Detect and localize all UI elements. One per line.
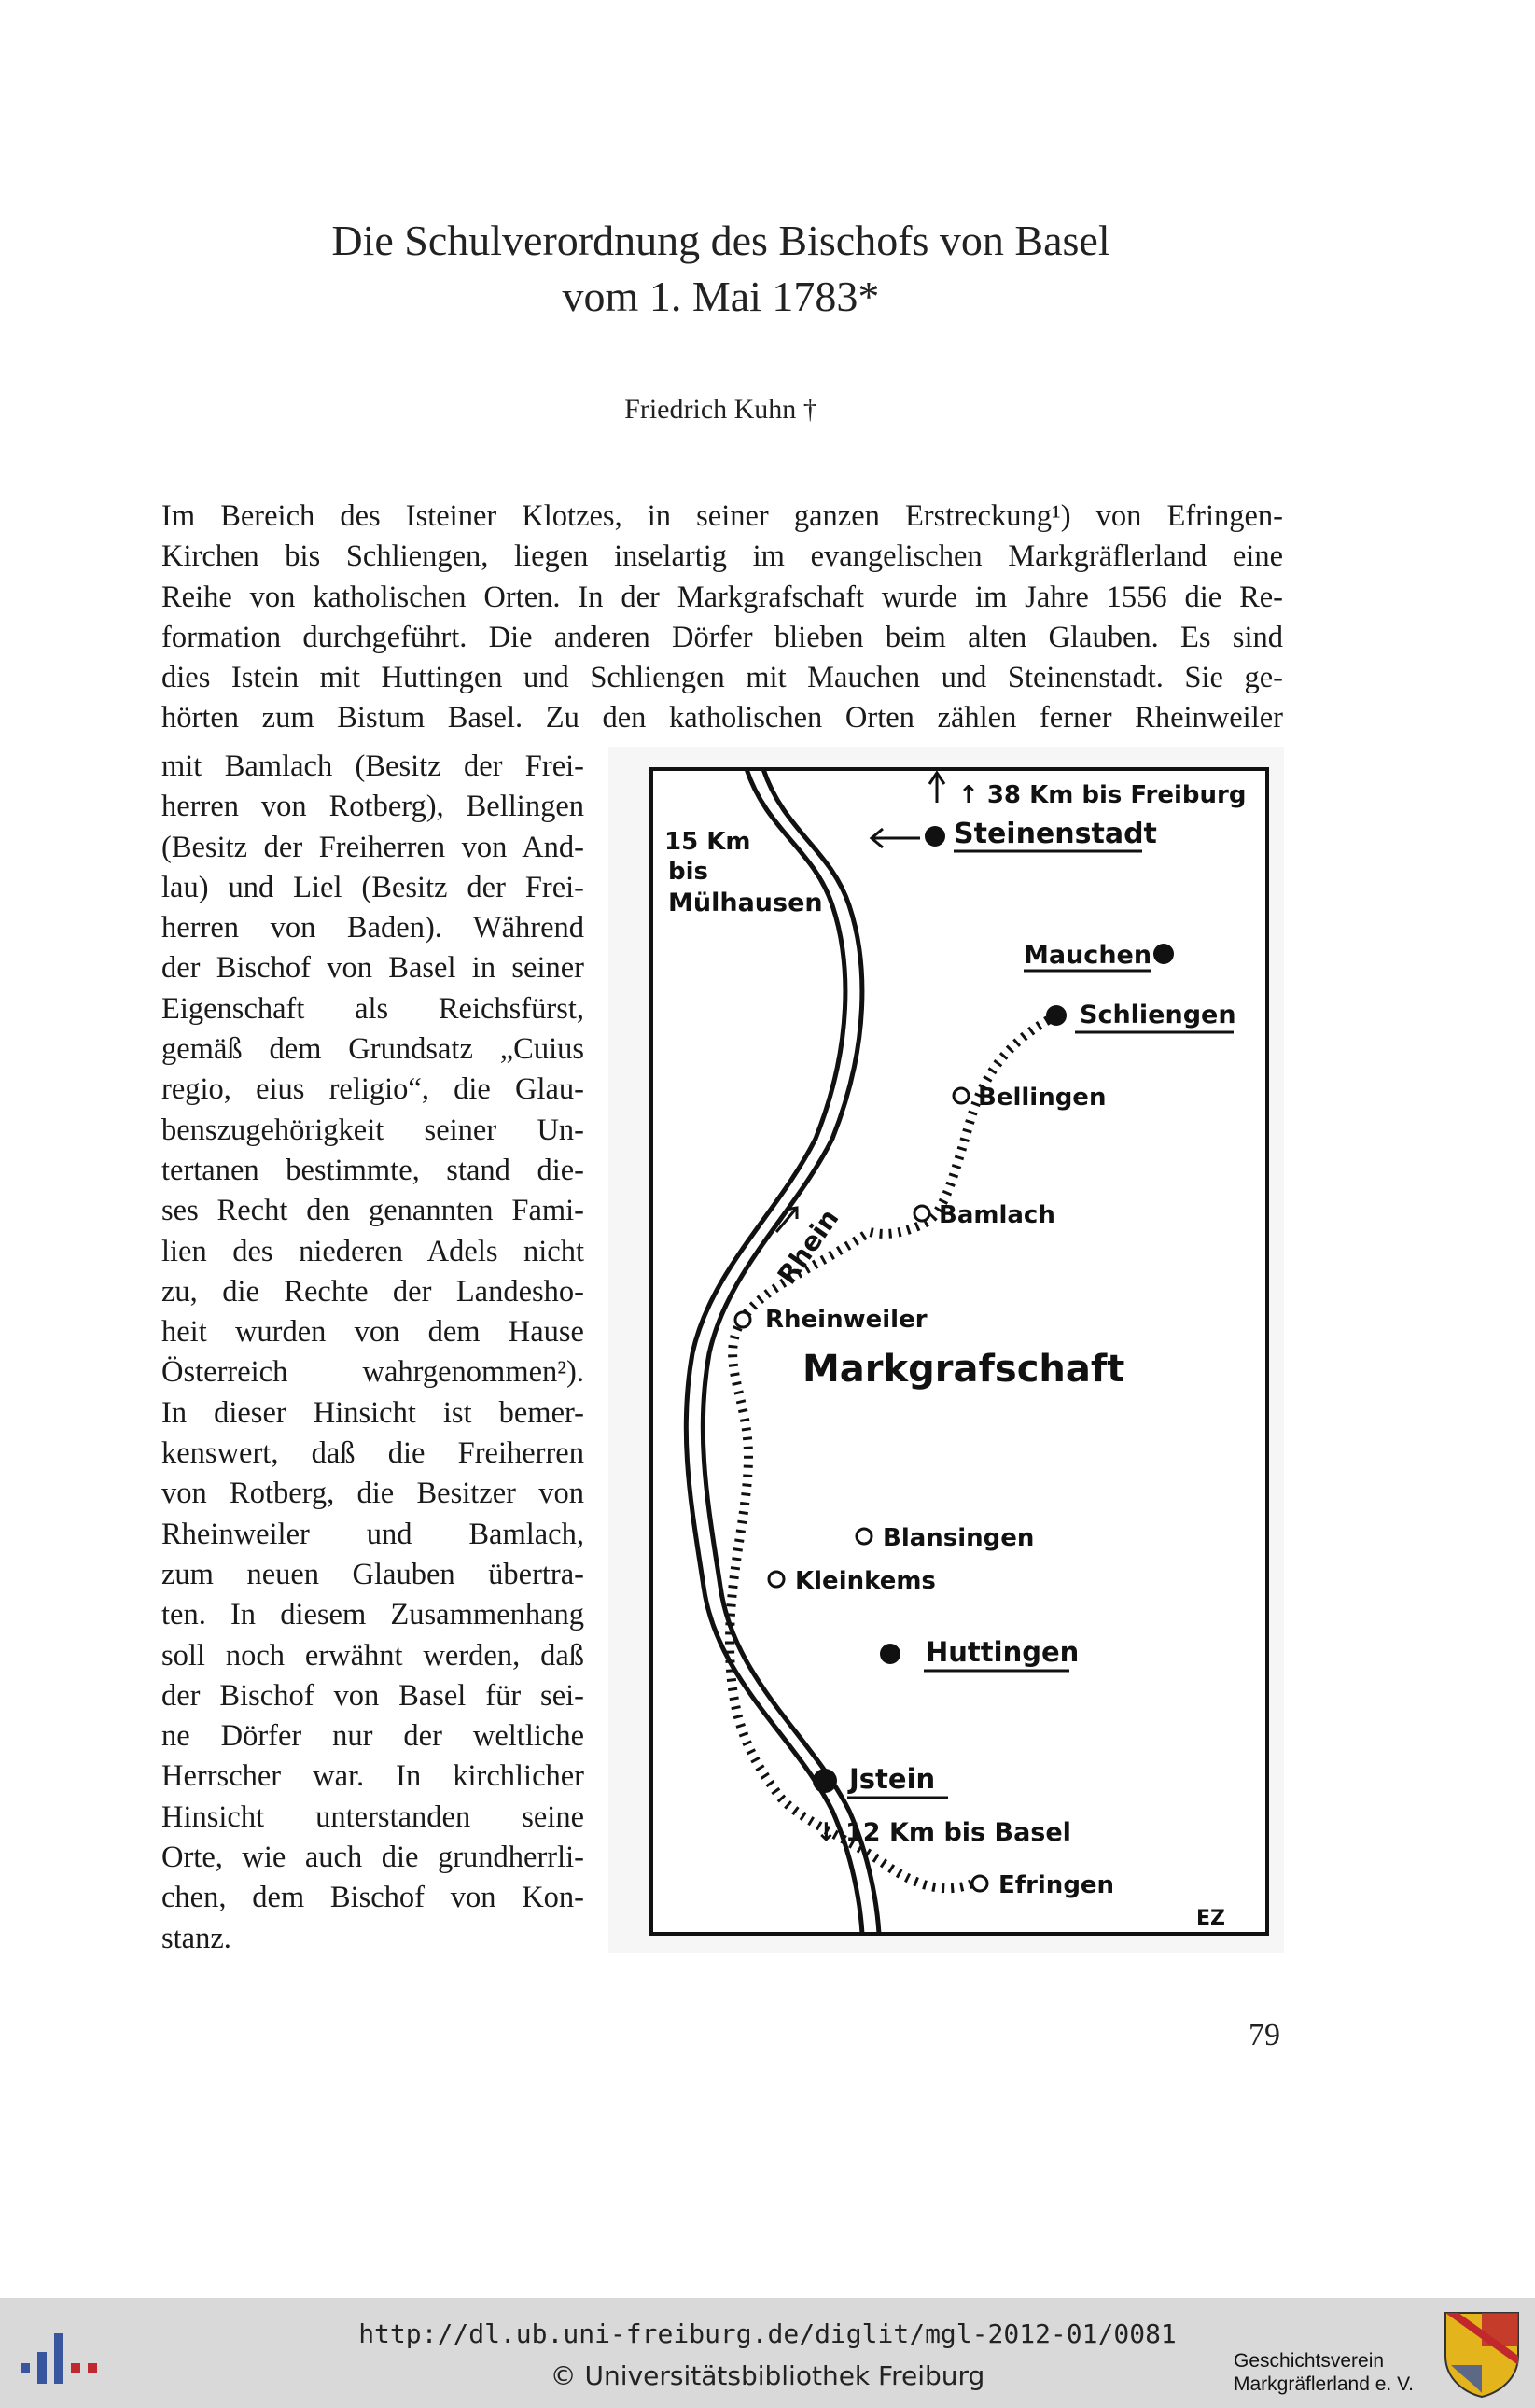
- publisher-name: [1234, 2349, 1414, 2396]
- text-line: herren von Rotberg), Bellingen: [161, 790, 584, 824]
- text-line: dies Istein mit Huttingen und Schliengen mit Mauchen und Steinenstadt. Sie ge-: [161, 661, 1283, 695]
- label-rhein: Rhein: [771, 1203, 845, 1291]
- text-line: stanz.: [161, 1921, 231, 1955]
- catholic-village-marker: [1046, 1005, 1067, 1026]
- coat-of-arms-icon: [1442, 2309, 1522, 2399]
- text-line: Kirchen bis Schliengen, liegen inselartig im evangelischen Markgräflerland eine: [161, 539, 1283, 574]
- protestant-village-marker: [954, 1088, 969, 1103]
- text-line: hörten zum Bistum Basel. Zu den katholischen Orten zählen ferner Rheinweiler: [161, 701, 1283, 735]
- text-line: Rheinweiler und Bamlach,: [161, 1517, 584, 1551]
- text-line: tertanen bestimmte, stand die-: [161, 1153, 584, 1187]
- label-freiburg-distance: ↑ 38 Km bis Freiburg: [958, 781, 1247, 809]
- text-line: mit Bamlach (Besitz der Frei-: [161, 749, 584, 783]
- protestant-village-marker: [857, 1529, 872, 1544]
- protestant-village-marker: [769, 1572, 784, 1587]
- text-line: Eigenschaft als Reichsfürst,: [161, 991, 584, 1026]
- text-line: Herrscher war. In kirchlicher: [161, 1759, 584, 1794]
- catholic-village-marker: [813, 1769, 837, 1793]
- label-steinenstadt: Steinenstadt: [954, 818, 1157, 850]
- catholic-village-marker: [1153, 944, 1174, 964]
- text-line: benszugehörigkeit seiner Un-: [161, 1113, 584, 1147]
- map-drawing: [608, 747, 1284, 1953]
- label-muelhausen-distance-3: Mülhausen: [668, 889, 823, 917]
- catholic-village-marker: [925, 826, 945, 847]
- label-muelhausen-distance-2: bis: [668, 858, 708, 886]
- label-bellingen: Bellingen: [978, 1084, 1107, 1112]
- footer-copyright: © Universitätsbibliothek Freiburg: [550, 2360, 985, 2391]
- label-huttingen: Huttingen: [926, 1636, 1080, 1668]
- catholic-village-marker: [880, 1644, 900, 1664]
- label-efringen: Efringen: [998, 1871, 1115, 1899]
- text-line: der Bischof von Basel in seiner: [161, 951, 584, 986]
- map-figure: [608, 747, 1284, 1953]
- text-line: zu, die Rechte der Landesho-: [161, 1274, 584, 1309]
- footer-bar: [0, 2298, 1535, 2408]
- footer-url-link[interactable]: http://dl.ub.uni-freiburg.de/diglit/mgl-2012-01/0081: [358, 2318, 1177, 2349]
- label-kleinkems: Kleinkems: [795, 1567, 936, 1595]
- text-line: heit wurden von dem Hause: [161, 1315, 584, 1350]
- label-blansingen: Blansingen: [883, 1524, 1035, 1552]
- text-line: der Bischof von Basel für sei-: [161, 1678, 584, 1713]
- text-line: gemäß dem Grundsatz „Cuius: [161, 1032, 584, 1067]
- label-artist-initials: EZ: [1196, 1907, 1225, 1930]
- publisher-name-line-1: Geschichtsverein: [1234, 2350, 1385, 2372]
- text-line: herren von Baden). Während: [161, 911, 584, 945]
- label-bamlach: Bamlach: [939, 1201, 1055, 1229]
- text-line: ses Recht den genannten Fami-: [161, 1194, 584, 1228]
- label-schliengen: Schliengen: [1080, 1001, 1236, 1029]
- title-line-2: vom 1. Mai 1783*: [562, 273, 880, 320]
- text-line: Hinsicht unterstanden seine: [161, 1799, 584, 1834]
- protestant-village-marker: [735, 1312, 750, 1327]
- label-rheinweiler: Rheinweiler: [765, 1306, 928, 1334]
- author-name: Friedrich Kuhn †: [624, 394, 817, 425]
- page-number: 79: [1249, 2018, 1280, 2052]
- text-line: (Besitz der Freiherren von And-: [161, 830, 584, 864]
- text-line: In dieser Hinsicht ist bemer-: [161, 1395, 584, 1430]
- label-mauchen: Mauchen: [1024, 941, 1152, 970]
- protestant-village-marker: [972, 1876, 987, 1891]
- text-line: Im Bereich des Isteiner Klotzes, in seiner ganzen Erstreckung¹) von Efringen-: [161, 499, 1283, 533]
- text-line: lau) und Liel (Besitz der Frei-: [161, 870, 584, 904]
- intro-paragraph: [161, 497, 1283, 739]
- text-line: von Rotberg, die Besitzer von: [161, 1477, 584, 1511]
- text-line: Reihe von katholischen Orten. In der Markgrafschaft wurde im Jahre 1556 die Re-: [161, 580, 1283, 614]
- text-line: kenswert, daß die Freiherren: [161, 1436, 584, 1471]
- title-line-1: Die Schulverordnung des Bischofs von Basel: [331, 217, 1110, 264]
- label-basel-distance: ↓ 12 Km bis Basel: [816, 1818, 1071, 1847]
- text-line: Österreich wahrgenommen²).: [161, 1355, 584, 1390]
- text-line: lien des niederen Adels nicht: [161, 1234, 584, 1268]
- publisher-name-line-2: Markgräflerland e. V.: [1234, 2373, 1414, 2395]
- text-line: ne Dörfer nur der weltliche: [161, 1719, 584, 1754]
- article-title: [0, 213, 1442, 325]
- label-markgrafschaft: Markgrafschaft: [802, 1348, 1125, 1391]
- text-line: soll noch erwähnt werden, daß: [161, 1638, 584, 1673]
- label-istein: Jstein: [849, 1763, 936, 1795]
- text-line: ten. In diesem Zusammenhang: [161, 1598, 584, 1632]
- column-paragraph: [161, 747, 584, 1959]
- text-line: zum neuen Glauben übertra-: [161, 1557, 584, 1591]
- protestant-village-marker: [914, 1206, 929, 1221]
- label-muelhausen-distance-1: 15 Km: [664, 828, 751, 856]
- text-line: formation durchgeführt. Die anderen Dörfer blieben beim alten Glauben. Es sind: [161, 620, 1283, 654]
- text-line: regio, eius religio“, die Glau-: [161, 1072, 584, 1107]
- text-line: chen, dem Bischof von Kon-: [161, 1881, 584, 1915]
- text-line: Orte, wie auch die grundherrli-: [161, 1841, 584, 1875]
